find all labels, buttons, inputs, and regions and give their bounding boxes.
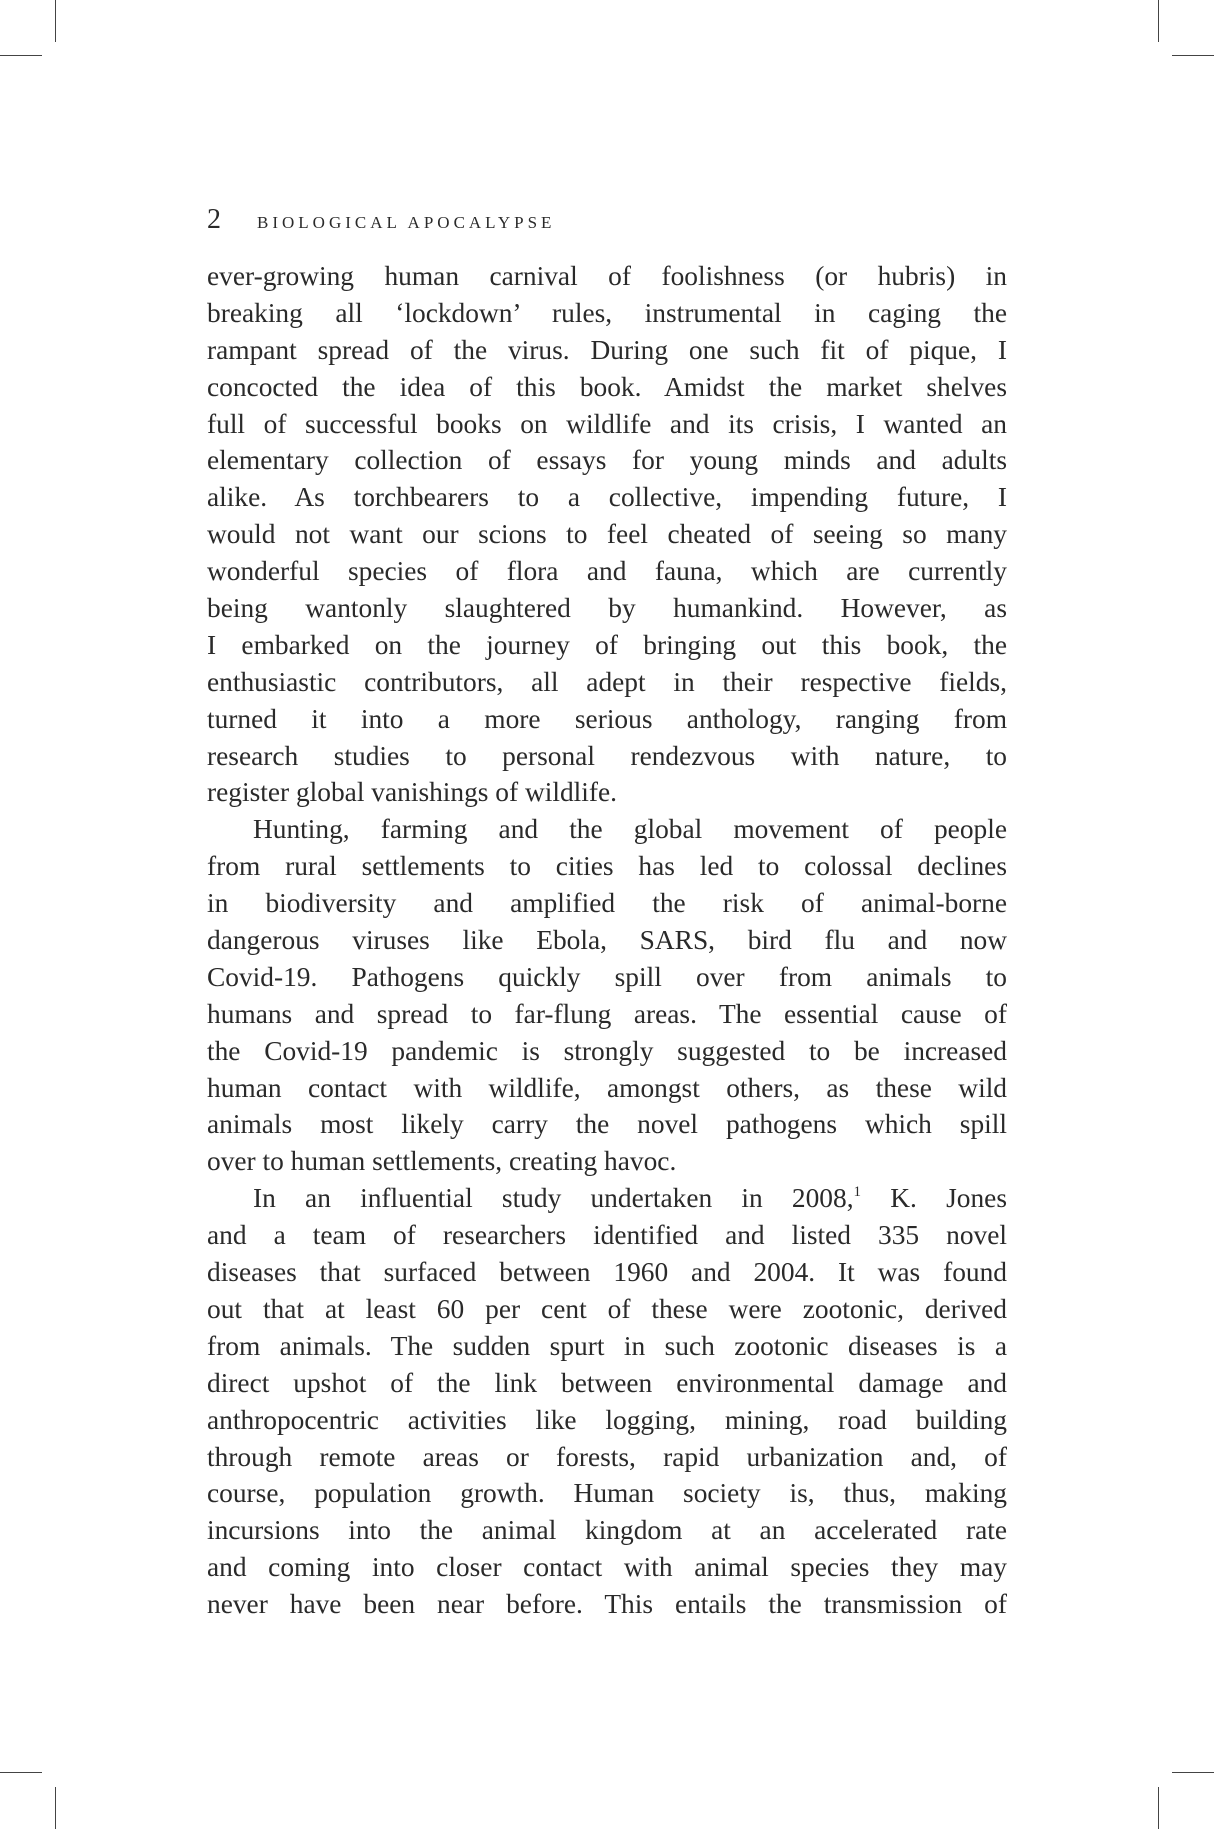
text-line: would not want our scions to feel cheated of seeing so many bbox=[207, 519, 1007, 550]
text-line: and a team of researchers identified and listed 335 novel bbox=[207, 1220, 1007, 1251]
crop-mark-bottom-right bbox=[1158, 1787, 1159, 1829]
text-line: alike. As torchbearers to a collective, impending future, I bbox=[207, 482, 1007, 513]
text-line: from rural settlements to cities has led to colossal declines bbox=[207, 851, 1007, 882]
text-line: anthropocentric activities like logging, mining, road building bbox=[207, 1404, 1007, 1435]
text-line: never have been near before. This entails the transmission of bbox=[207, 1589, 1007, 1620]
text-line: register global vanishings of wildlife. bbox=[207, 777, 618, 808]
text-line: humans and spread to far-flung areas. The essential cause of bbox=[207, 998, 1007, 1029]
text-line: in biodiversity and amplified the risk of animal-borne bbox=[207, 888, 1007, 919]
text-line: diseases that surfaced between 1960 and 2004. It was found bbox=[207, 1257, 1007, 1288]
text-line: dangerous viruses like Ebola, SARS, bird flu and now bbox=[207, 925, 1007, 956]
text-line: and coming into closer contact with animal species they may bbox=[207, 1552, 1007, 1583]
text-fragment: In an influential study undertaken in 2008, bbox=[253, 1183, 854, 1214]
text-line: Covid-19. Pathogens quickly spill over from animals to bbox=[207, 961, 1007, 992]
paragraph bbox=[207, 1180, 1007, 1623]
paragraph bbox=[207, 811, 1007, 1180]
text-fragment: K. Jones bbox=[861, 1183, 1007, 1214]
text-line: through remote areas or forests, rapid urbanization and, of bbox=[207, 1441, 1007, 1472]
crop-mark-top-right bbox=[1158, 0, 1159, 42]
running-head bbox=[207, 204, 1007, 238]
text-line: out that at least 60 per cent of these were zootonic, derived bbox=[207, 1293, 1007, 1324]
body-text bbox=[207, 258, 1007, 1623]
text-line: Hunting, farming and the global movement of people bbox=[253, 814, 1007, 845]
text-line: incursions into the animal kingdom at an accelerated rate bbox=[207, 1515, 1007, 1546]
text-line: I embarked on the journey of bringing out this book, the bbox=[207, 629, 1007, 660]
text-line: turned it into a more serious anthology, ranging from bbox=[207, 703, 1007, 734]
footnote-reference[interactable]: 1 bbox=[853, 1184, 862, 1201]
text-line: over to human settlements, creating havoc. bbox=[207, 1146, 677, 1177]
text-line: elementary collection of essays for young minds and adults bbox=[207, 445, 1007, 476]
book-title: BIOLOGICAL APOCALYPSE bbox=[257, 213, 556, 232]
text-line: direct upshot of the link between environmental damage and bbox=[207, 1367, 1007, 1398]
text-line: from animals. The sudden spurt in such zootonic diseases is a bbox=[207, 1330, 1007, 1361]
text-line: concocted the idea of this book. Amidst the market shelves bbox=[207, 371, 1007, 402]
text-line: breaking all ‘lockdown’ rules, instrumental in caging the bbox=[207, 297, 1007, 328]
crop-mark-top-left bbox=[55, 0, 56, 42]
text-line: full of successful books on wildlife and its crisis, I wanted an bbox=[207, 408, 1007, 439]
text-line: course, population growth. Human society is, thus, making bbox=[207, 1478, 1007, 1509]
crop-mark-bottom-left bbox=[55, 1787, 56, 1829]
text-line: wonderful species of flora and fauna, which are currently bbox=[207, 556, 1007, 587]
text-line: research studies to personal rendezvous with nature, to bbox=[207, 740, 1007, 771]
crop-mark-top-left bbox=[0, 55, 42, 56]
text-line: being wantonly slaughtered by humankind. However, as bbox=[207, 593, 1007, 624]
text-line: rampant spread of the virus. During one such fit of pique, I bbox=[207, 334, 1007, 365]
crop-mark-bottom-left bbox=[0, 1772, 42, 1773]
text-line bbox=[207, 1180, 1007, 1217]
text-line: enthusiastic contributors, all adept in their respective fields, bbox=[207, 666, 1007, 697]
paragraph bbox=[207, 258, 1007, 811]
text-line: human contact with wildlife, amongst others, as these wild bbox=[207, 1072, 1007, 1103]
crop-mark-bottom-right bbox=[1172, 1772, 1214, 1773]
crop-mark-top-right bbox=[1172, 55, 1214, 56]
text-line: the Covid-19 pandemic is strongly suggested to be increased bbox=[207, 1035, 1007, 1066]
text-line: ever-growing human carnival of foolishness (or hubris) in bbox=[207, 261, 1007, 291]
page-number: 2 bbox=[207, 204, 221, 235]
text-line: animals most likely carry the novel pathogens which spill bbox=[207, 1109, 1007, 1140]
